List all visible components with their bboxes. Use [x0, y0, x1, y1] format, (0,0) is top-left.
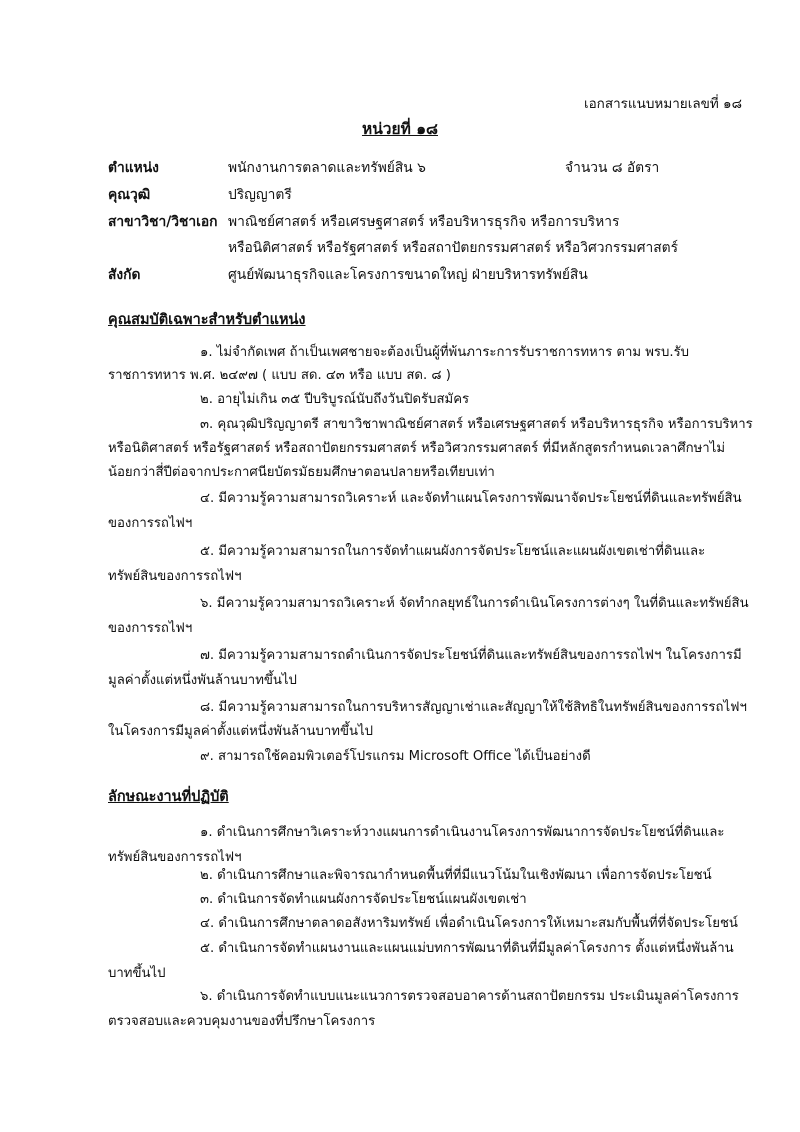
duty-item-5-line-2: บาทขึ้นไป	[108, 966, 166, 981]
position-label: ตำแหน่ง	[108, 160, 159, 176]
info-row-position	[108, 157, 760, 181]
major-line-2: หรือนิติศาสตร์ หรือรัฐศาสตร์ หรือสถาปัตยกรรมศาสตร์ หรือวิศวกรรมศาสตร์	[228, 240, 679, 256]
qualification-item-9-line-1: ๙. สามารถใช้คอมพิวเตอร์โปรแกรม Microsoft Office ได้เป็นอย่างดี	[200, 749, 591, 764]
qualification-item-1-line-2: ราชการทหาร พ.ศ. ๒๔๙๗ ( แบบ สด. ๔๓ หรือ แบบ สด. ๘ )	[108, 368, 451, 383]
qualification-item-3-line-3: น้อยกว่าสี่ปีต่อจากประกาศนียบัตรมัธยมศึกษาตอนปลายหรือเทียบเท่า	[108, 465, 495, 480]
qualification-label: คุณวุฒิ	[108, 187, 151, 203]
qualification-item-4-line-1: ๔. มีความรู้ความสามารถวิเคราะห์ และจัดทำแผนโครงการพัฒนาจัดประโยชน์ที่ดินและทรัพย์สิน	[200, 491, 742, 506]
duty-item-6-line-1: ๖. ดำเนินการจัดทำแบบแนะแนวการตรวจสอบอาคารด้านสถาปัตยกรรม ประเมินมูลค่าโครงการ	[200, 989, 739, 1004]
position-count: จำนวน ๘ อัตรา	[565, 160, 660, 176]
major-line-1: พาณิชย์ศาสตร์ หรือเศรษฐศาสตร์ หรือบริหารธุรกิจ หรือการบริหาร	[228, 214, 620, 230]
qualification-item-3-line-1: ๓. คุณวุฒิปริญญาตรี สาขาวิชาพาณิชย์ศาสตร์ หรือเศรษฐศาสตร์ หรือบริหารธุรกิจ หรือการบริหาร	[200, 417, 753, 432]
qualification-item-5-line-2: ทรัพย์สินของการรถไฟฯ	[108, 569, 242, 584]
qualification-item-4-line-2: ของการรถไฟฯ	[108, 516, 193, 531]
qualification-item-7-line-2: มูลค่าตั้งแต่หนึ่งพันล้านบาทขึ้นไป	[108, 673, 297, 688]
unit-title: หน่วยที่ ๑๘	[361, 120, 438, 138]
affiliation-value: ศูนย์พัฒนาธุรกิจและโครงการขนาดใหญ่ ฝ่ายบริหารทรัพย์สิน	[228, 267, 588, 283]
qualification-item-8-line-2: ในโครงการมีมูลค่าตั้งแต่หนึ่งพันล้านบาทขึ้นไป	[108, 724, 373, 739]
duty-item-1-line-1: ๑. ดำเนินการศึกษาวิเคราะห์วางแผนการดำเนินงานโครงการพัฒนาการจัดประโยชน์ที่ดินและ	[200, 825, 725, 840]
qualification-item-8-line-1: ๘. มีความรู้ความสามารถในการบริหารสัญญาเช่าและสัญญาให้ใช้สิทธิในทรัพย์สินของการรถไฟฯ	[200, 700, 747, 715]
info-row-affiliation	[108, 264, 760, 288]
qualification-item-3-line-2: หรือนิติศาสตร์ หรือรัฐศาสตร์ หรือสถาปัตยกรรมศาสตร์ หรือวิศวกรรมศาสตร์ ที่มีหลักสูตรกำหนดเวลาศึกษาไม่	[108, 441, 726, 456]
qualification-item-7-line-1: ๗. มีความรู้ความสามารถดำเนินการจัดประโยชน์ที่ดินและทรัพย์สินของการรถไฟฯ ในโครงการมี	[200, 648, 742, 663]
duty-item-6-line-2: ตรวจสอบและควบคุมงานของที่ปรึกษาโครงการ	[108, 1014, 376, 1029]
duty-item-4-line-1: ๔. ดำเนินการศึกษาตลาดอสังหาริมทรัพย์ เพื่อดำเนินโครงการให้เหมาะสมกับพื้นที่ที่จัดประโยชน์	[200, 916, 738, 931]
qualifications-heading: คุณสมบัติเฉพาะสำหรับตำแหน่ง	[108, 312, 306, 328]
duty-item-5-line-1: ๕. ดำเนินการจัดทำแผนงานและแผนแม่บทการพัฒนาที่ดินที่มีมูลค่าโครงการ ตั้งแต่หนึ่งพันล้าน	[200, 941, 734, 956]
affiliation-label: สังกัด	[108, 267, 141, 283]
duty-item-1-line-2: ทรัพย์สินของการรถไฟฯ	[108, 850, 242, 865]
duties-heading: ลักษณะงานที่ปฏิบัติ	[108, 789, 229, 805]
qualification-item-5-line-1: ๕. มีความรู้ความสามารถในการจัดทำแผนผังการจัดประโยชน์และแผนผังเขตเช่าที่ดินและ	[200, 544, 706, 559]
qualification-item-6-line-2: ของการรถไฟฯ	[108, 621, 193, 636]
position-value: พนักงานการตลาดและทรัพย์สิน ๖	[228, 160, 426, 176]
qualification-item-2-line-1: ๒. อายุไม่เกิน ๓๕ ปีบริบูรณ์นับถึงวันปิดรับสมัคร	[200, 392, 470, 407]
major-label: สาขาวิชา/วิชาเอก	[108, 214, 218, 230]
qualification-item-1-line-1: ๑. ไม่จำกัดเพศ ถ้าเป็นเพศชายจะต้องเป็นผู้ที่พ้นภาระการรับราชการทหาร ตาม พรบ.รับ	[200, 345, 690, 360]
info-row-major-cont	[108, 237, 760, 261]
info-row-major	[108, 211, 760, 235]
qualification-value: ปริญญาตรี	[228, 187, 292, 203]
attachment-reference: เอกสารแนบหมายเลขที่ ๑๘	[583, 96, 742, 112]
qualification-item-6-line-1: ๖. มีความรู้ความสามารถวิเคราะห์ จัดทำกลยุทธ์ในการดำเนินโครงการต่างๆ ในที่ดินและทรัพย์สิน	[200, 596, 749, 611]
duty-item-2-line-1: ๒. ดำเนินการศึกษาและพิจารณากำหนดพื้นที่ที่มีแนวโน้มในเชิงพัฒนา เพื่อการจัดประโยชน์	[200, 868, 712, 883]
info-row-qualification	[108, 184, 760, 208]
duty-item-3-line-1: ๓. ดำเนินการจัดทำแผนผังการจัดประโยชน์แผนผังเขตเช่า	[200, 892, 527, 907]
